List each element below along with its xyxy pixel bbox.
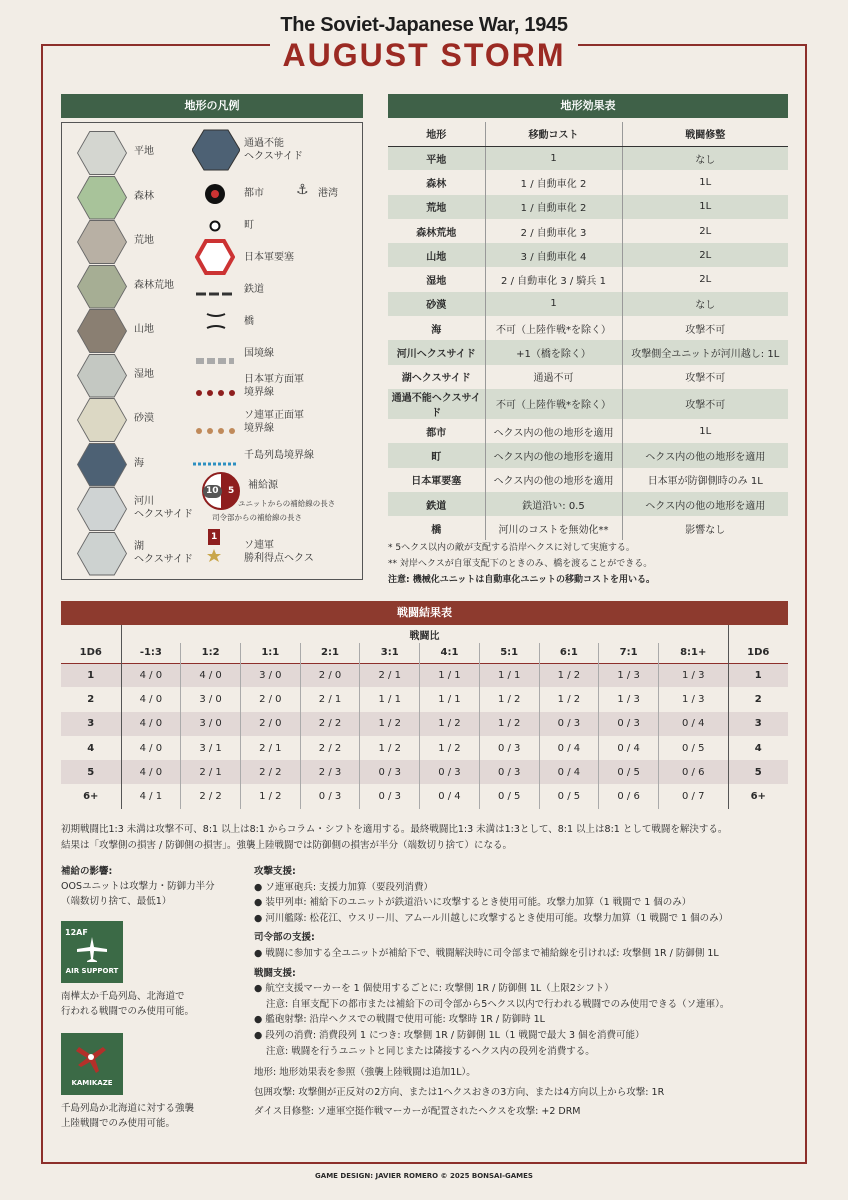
die-roll: 5 <box>61 760 121 784</box>
kuril-border-icon <box>193 452 237 471</box>
crt-cell: 3 / 0 <box>181 687 241 711</box>
tec-note: * 5ヘクス以内の敵が支配する沿岸ヘクスに対して実施する。 <box>388 543 635 553</box>
crt-col-header: 2:1 <box>300 643 360 663</box>
terrain-hex-fill <box>78 221 126 263</box>
crt-cell: 4 / 0 <box>181 663 241 687</box>
tec-cell: 通過不能ヘクスサイド <box>388 389 485 419</box>
tec-cell: 攻撃不可 <box>622 389 788 419</box>
hq-support-item: ● 戦闘に参加する全ユニットが補給下で、戦闘解決時に司令部まで補給線を引ければ: 攻撃側 1R / 防御側 1L <box>254 947 719 959</box>
tec-notes <box>388 540 798 588</box>
crt-cell: 1 / 2 <box>240 784 300 808</box>
terrain-hex-icon <box>77 532 127 576</box>
crt-cell: 1 / 1 <box>420 663 480 687</box>
crt-row <box>61 760 788 784</box>
terrain-hex-fill <box>78 132 126 174</box>
border-icon <box>196 350 234 369</box>
tec-row <box>388 389 788 419</box>
terrain-label: 海 <box>134 457 144 469</box>
crt-cell: 2 / 1 <box>300 687 360 711</box>
tec-cell: 鉄道沿い: 0.5 <box>485 492 622 516</box>
tec-cell: 橋 <box>431 524 442 536</box>
crt-cell: 0 / 3 <box>360 784 420 808</box>
attack-support-item: ● 装甲列車: 補給下のユニットが鉄道沿いに攻撃するとき使用可能。攻撃力加算（1 戦闘で 1 個のみ） <box>254 897 692 909</box>
tec-cell: 山地 <box>388 243 485 267</box>
crt-cell: 2 / 2 <box>240 760 300 784</box>
crt-cell: 0 / 3 <box>599 712 659 736</box>
crt-cell: 4 / 0 <box>121 736 181 760</box>
crt-cell: 0 / 4 <box>420 784 480 808</box>
crt-cell: 0 / 4 <box>539 736 599 760</box>
kamikaze-plane-icon <box>73 1041 111 1075</box>
crt-col-header: 7:1 <box>599 643 659 663</box>
tec-cell: 2 / 自動車化 3 <box>485 219 622 243</box>
combat-support-note: 注意: 自軍支配下の都市または補給下の司令部から5ヘクス以内で行われる戦闘でのみ使用できる（ソ連軍）。 <box>266 998 730 1010</box>
supply-effects <box>61 864 246 1131</box>
tec-row <box>388 443 788 467</box>
crt-row <box>61 784 788 808</box>
crt-note: 初期戦闘比1:3 未満は攻撃不可、8:1 以上は8:1 からコラム・シフトを適用する。最終戦闘比1:3 未満は1:3として、8:1 以上は8:1 として戦闘を解決する。 <box>61 824 728 835</box>
fortress-label: 日本軍要塞 <box>244 252 294 263</box>
tec-cell: 1L <box>622 419 788 443</box>
bridge-icon <box>205 312 227 334</box>
encircle-line: 包囲攻撃: 攻撃側が正反対の2方向、または1ヘクスおきの3方向、または4方向以上から攻撃: 1R <box>254 1086 665 1098</box>
terrain-hex-fill <box>78 355 126 397</box>
tec-cell: 森林荒地 <box>416 227 457 239</box>
kamikaze-counter <box>61 1033 123 1095</box>
tec-cell: 1L <box>622 170 788 194</box>
combat-results-table <box>61 625 788 809</box>
tec-cell: ヘクス内の他の地形を適用 <box>485 419 622 443</box>
tec-row <box>388 340 788 364</box>
tec-cell: 鉄道 <box>388 492 485 516</box>
sov-front-label: ソ連軍正面軍 境界線 <box>244 410 304 434</box>
crt-cell: 1 / 2 <box>479 712 539 736</box>
tec-cell: 影響なし <box>622 516 788 540</box>
crt-cell: 3 / 0 <box>181 712 241 736</box>
combat-support-note: 注意: 戦闘を行うユニットと同じまたは隣接するヘクス内の段列を消費する。 <box>266 1045 595 1057</box>
tec-cell: 2 / 自動車化 3 / 騎兵 1 <box>485 267 622 291</box>
die-roll: 4 <box>754 742 762 754</box>
d6-header: 1D6 <box>747 647 770 659</box>
impassable-label: 通過不能 ヘクスサイド <box>244 138 303 162</box>
terrain-hex-fill <box>78 444 126 486</box>
crt-cell: 0 / 6 <box>599 784 659 808</box>
terrain-label: 荒地 <box>134 235 154 246</box>
terrain-hex-icon <box>77 220 127 264</box>
tec-cell: 河川のコストを無効化** <box>485 516 622 540</box>
tec-row <box>388 219 788 243</box>
tec-cell: 攻撃不可 <box>622 316 788 340</box>
jp-front-icon <box>195 382 237 401</box>
d6-header: 1D6 <box>79 647 102 659</box>
air-badge: 12AF <box>65 928 88 937</box>
terrain-hex-fill <box>78 177 126 219</box>
tec-cell: なし <box>622 146 788 170</box>
bridge-label: 橋 <box>244 316 254 327</box>
crt-header: 戦闘結果表 <box>61 601 788 625</box>
railroad-label: 鉄道 <box>244 284 264 295</box>
tec-cell: 町 <box>388 443 485 467</box>
crt-col-header: 4:1 <box>420 643 480 663</box>
crt-cell: 0 / 6 <box>658 760 728 784</box>
die-roll: 2 <box>87 693 95 705</box>
tec-note: ** 対岸ヘクスが自軍支配下のときのみ、橋を渡ることができる。 <box>388 559 653 569</box>
supply-source-label: 補給源 <box>248 480 278 491</box>
crt-cell: 1 / 3 <box>658 687 728 711</box>
kamikaze-label: KAMIKAZE <box>71 1079 113 1087</box>
combat-support-title: 戦闘支援: <box>254 967 296 979</box>
tec-cell: ヘクス内の他の地形を適用 <box>622 492 788 516</box>
crt-cell: 0 / 5 <box>539 784 599 808</box>
crt-cell: 4 / 0 <box>121 687 181 711</box>
supply-text: （端数切り捨て、最低1） <box>61 896 172 907</box>
tec-cell: 通過不可 <box>485 365 622 389</box>
port-label: 港湾 <box>318 188 338 199</box>
attack-support-title: 攻撃支援: <box>254 866 296 877</box>
tec-cell: 1 <box>485 146 622 170</box>
tec-col-header: 地形 <box>388 122 485 146</box>
terrain-hex-fill <box>78 310 126 352</box>
kamikaze-text: 千島列島か北海道に対する強襲 <box>61 1103 195 1114</box>
crt-cell: 2 / 1 <box>181 760 241 784</box>
tec-cell: 日本軍要塞 <box>411 476 462 488</box>
air-support-counter <box>61 921 123 983</box>
terrain-hex-icon <box>77 398 127 442</box>
combat-support-item: ● 航空支援マーカーを 1 個使用するごとに: 攻撃側 1R / 防御側 1L（上限2シフト） <box>254 983 614 995</box>
jp-front-label: 日本軍方面軍 境界線 <box>244 374 304 398</box>
crt-cell: 4 / 0 <box>121 760 181 784</box>
terrain-label: 森林荒地 <box>134 279 174 291</box>
tec-row <box>388 365 788 389</box>
terrain-hex-icon <box>77 354 127 398</box>
attack-support-item: ● ソ連軍砲兵: 支援力加算（要段列消費） <box>254 881 434 893</box>
title-block <box>270 14 578 80</box>
tec-cell: 平地 <box>388 146 485 170</box>
terrain-label: 山地 <box>134 324 154 335</box>
tec-col-header: 戦闘修整 <box>622 122 788 146</box>
crt-cell: 1 / 3 <box>658 663 728 687</box>
crt-cell: 0 / 4 <box>658 712 728 736</box>
air-text: 行われる戦闘でのみ使用可能。 <box>61 1006 195 1017</box>
crt-row <box>61 736 788 760</box>
crt-cell: 0 / 3 <box>479 736 539 760</box>
supply-hq-label: 司令部からの補給線の長さ <box>212 513 302 522</box>
crt-cell: 0 / 5 <box>599 760 659 784</box>
tec-cell: 2L <box>622 243 788 267</box>
border-label: 国境線 <box>244 348 274 359</box>
tec-cell: 荒地 <box>388 195 485 219</box>
fortress-icon <box>195 239 235 279</box>
crt-cell: 1 / 1 <box>479 663 539 687</box>
crt-cell: 2 / 2 <box>181 784 241 808</box>
city-label: 都市 <box>244 188 264 199</box>
crt-cell: 2 / 1 <box>360 663 420 687</box>
die-roll: 4 <box>87 742 95 754</box>
die-roll: 2 <box>754 693 762 705</box>
supply-5-value: 5 <box>228 486 235 496</box>
die-roll: 1 <box>61 663 121 687</box>
crt-cell: 0 / 4 <box>539 760 599 784</box>
tec-row <box>388 195 788 219</box>
tec-cell: 砂漠 <box>388 292 485 316</box>
vp-label: ソ連軍 勝利得点ヘクス <box>244 540 314 564</box>
terrain-hex-icon <box>77 131 127 175</box>
terrain-label: 森林 <box>134 190 154 202</box>
combat-support-item: ● 段列の消費: 消費段列 1 につき: 攻撃側 1R / 防御側 1L（1 戦闘で最大 3 個を消費可能） <box>254 1029 645 1041</box>
terrain-label: 湿地 <box>134 368 154 380</box>
crt-cell: 0 / 3 <box>300 784 360 808</box>
hq-support-title: 司令部の支援: <box>254 932 315 944</box>
air-text: 南樺太か千島列島、北海道で <box>61 991 185 1002</box>
tec-cell: 河川ヘクスサイド <box>388 340 485 364</box>
tec-row <box>388 170 788 194</box>
crt-cell: 1 / 2 <box>420 712 480 736</box>
crt-cell: 0 / 4 <box>599 736 659 760</box>
crt-cell: 1 / 2 <box>539 663 599 687</box>
tec-cell: 都市 <box>426 427 447 439</box>
crt-cell: 0 / 3 <box>420 760 480 784</box>
ratio-label: 戦闘比 <box>121 625 728 643</box>
crt-cell: 1 / 1 <box>360 687 420 711</box>
crt-cell: 0 / 5 <box>658 736 728 760</box>
attack-support-item: ● 河川艦隊: 松花江、ウスリー川、アムール川越しに攻撃するとき使用可能。攻撃力加算（1 戦闘で 1 個のみ） <box>254 912 729 924</box>
sov-front-icon <box>195 420 237 439</box>
die-roll: 6+ <box>750 791 766 803</box>
tec-cell: 日本軍が防御側時のみ 1L <box>622 468 788 492</box>
supply-unit-label: ユニットからの補給線の長さ <box>238 499 336 508</box>
terrain-effects-table <box>388 122 788 540</box>
terrain-hex-fill <box>78 488 126 530</box>
crt-cell: 4 / 0 <box>121 712 181 736</box>
crt-row <box>61 712 788 736</box>
city-icon <box>204 183 226 209</box>
crt-cell: 2 / 0 <box>240 712 300 736</box>
tec-row <box>388 468 788 492</box>
tec-row <box>388 316 788 340</box>
railroad-icon <box>196 284 234 303</box>
tec-cell: 1 / 自動車化 2 <box>485 170 622 194</box>
crt-cell: 1 / 2 <box>479 687 539 711</box>
tec-cell: 不可（上陸作戦*を除く） <box>485 316 622 340</box>
crt-cell: 2 / 1 <box>240 736 300 760</box>
legend-header: 地形の凡例 <box>61 94 363 118</box>
tec-row <box>388 492 788 516</box>
terrain-hex-icon <box>77 309 127 353</box>
terrain-hex-icon <box>77 487 127 531</box>
crt-col-header: 6:1 <box>539 643 599 663</box>
die-roll: 6+ <box>83 791 99 803</box>
tec-cell: +1（橋を除く） <box>485 340 622 364</box>
tec-cell: 1 <box>485 292 622 316</box>
tec-cell: 攻撃側全ユニットが河川越し: 1L <box>622 340 788 364</box>
town-icon <box>208 218 222 237</box>
supply-10-value: 10 <box>203 485 222 498</box>
die-roll: 3 <box>728 712 788 736</box>
crt-col-header: 5:1 <box>479 643 539 663</box>
die-roll: 1 <box>728 663 788 687</box>
kuril-label: 千島列島境界線 <box>244 450 314 461</box>
crt-cell: 2 / 0 <box>300 663 360 687</box>
tec-note: 注意: 機械化ユニットは自動車化ユニットの移動コストを用いる。 <box>388 575 656 585</box>
tec-row <box>388 292 788 316</box>
terrain-label: 砂漠 <box>134 413 154 424</box>
tec-cell: ヘクス内の他の地形を適用 <box>485 468 622 492</box>
tec-cell: 3 / 自動車化 4 <box>485 243 622 267</box>
tec-col-header: 移動コスト <box>485 122 622 146</box>
crt-col-header: 8:1+ <box>658 643 728 663</box>
tec-cell: 2L <box>622 267 788 291</box>
tec-row <box>388 243 788 267</box>
tec-row <box>388 267 788 291</box>
tec-cell: 海 <box>431 324 442 336</box>
footer-credit: GAME DESIGN: JAVIER ROMERO © 2025 BONSAI-GAMES <box>315 1172 533 1180</box>
impassable-hexside-icon <box>192 129 240 175</box>
kamikaze-text: 上陸戦闘でのみ使用可能。 <box>61 1118 176 1129</box>
tec-cell: 2L <box>622 219 788 243</box>
terrain-hex-fill <box>78 266 126 308</box>
supply-title: 補給の影響: <box>61 866 113 877</box>
vp-value: 1 <box>211 532 218 542</box>
game-title: AUGUST STORM <box>282 37 566 73</box>
dive-line: ダイス目修整: ソ連軍空挺作戦マーカーが配置されたヘクスを攻撃: +2 DRM <box>254 1106 581 1118</box>
tec-row <box>388 146 788 170</box>
crt-cell: 3 / 0 <box>240 663 300 687</box>
crt-col-header: 1:1 <box>240 643 300 663</box>
crt-col-header: -1:3 <box>121 643 181 663</box>
terrain-label: 湖 ヘクスサイド <box>134 540 193 565</box>
svg-text:⚓: ⚓ <box>296 182 309 198</box>
terrain-label: 平地 <box>134 146 154 157</box>
tec-row <box>388 516 788 540</box>
crt-cell: 1 / 1 <box>420 687 480 711</box>
crt-cell: 0 / 7 <box>658 784 728 808</box>
crt-cell: 2 / 2 <box>300 712 360 736</box>
terrain-label: 河川 ヘクスサイド <box>134 496 193 520</box>
crt-cell: 1 / 2 <box>360 712 420 736</box>
crt-cell: 0 / 3 <box>360 760 420 784</box>
tec-cell: ヘクス内の他の地形を適用 <box>622 443 788 467</box>
terrain-hex-fill <box>78 533 126 575</box>
crt-cell: 1 / 2 <box>539 687 599 711</box>
tec-header: 地形効果表 <box>388 94 788 118</box>
terrain-hex-icon <box>77 265 127 309</box>
tec-cell: 湿地 <box>426 276 447 288</box>
crt-cell: 3 / 1 <box>181 736 241 760</box>
air-label: AIR SUPPORT <box>65 967 119 975</box>
crt-cell: 2 / 2 <box>300 736 360 760</box>
port-icon <box>294 181 312 203</box>
crt-note: 結果は「攻撃側の損害 / 防御側の損害」。強襲上陸戦闘では防御側の損害が半分（端数切り捨て）になる。 <box>61 840 512 851</box>
terrain-line: 地形: 地形効果表を参照（強襲上陸戦闘は追加1L）。 <box>254 1067 476 1079</box>
crt-cell: 0 / 3 <box>539 712 599 736</box>
tec-cell: ヘクス内の他の地形を適用 <box>485 443 622 467</box>
crt-col-header: 1:2 <box>181 643 241 663</box>
terrain-hex-fill <box>78 399 126 441</box>
tec-cell: 1L <box>622 195 788 219</box>
die-roll: 3 <box>61 712 121 736</box>
crt-col-header: 3:1 <box>360 643 420 663</box>
crt-cell: 4 / 1 <box>121 784 181 808</box>
tec-cell: 不可（上陸作戦*を除く） <box>485 389 622 419</box>
combat-support-item: ● 艦砲射撃: 沿岸ヘクスでの戦闘で使用可能: 攻撃時 1R / 防御時 1L <box>254 1014 545 1026</box>
crt-cell: 0 / 3 <box>479 760 539 784</box>
supply-text: OOSユニットは攻撃力・防御力半分 <box>61 881 215 892</box>
die-roll: 5 <box>728 760 788 784</box>
terrain-hex-icon <box>77 176 127 220</box>
crt-cell: 1 / 3 <box>599 687 659 711</box>
crt-cell: 2 / 3 <box>300 760 360 784</box>
tec-cell: 湖ヘクスサイド <box>401 373 471 385</box>
crt-cell: 1 / 2 <box>420 736 480 760</box>
plane-icon <box>75 935 109 963</box>
terrain-legend <box>61 122 363 580</box>
tec-row <box>388 419 788 443</box>
tec-cell: なし <box>622 292 788 316</box>
subtitle: The Soviet-Japanese War, 1945 <box>280 14 568 36</box>
town-label: 町 <box>244 220 254 231</box>
terrain-hex-icon <box>77 443 127 487</box>
crt-notes <box>61 822 801 854</box>
crt-cell: 1 / 2 <box>360 736 420 760</box>
tec-cell: 1 / 自動車化 2 <box>485 195 622 219</box>
crt-cell: 4 / 0 <box>121 663 181 687</box>
crt-cell: 1 / 3 <box>599 663 659 687</box>
crt-row <box>61 663 788 687</box>
crt-cell: 2 / 0 <box>240 687 300 711</box>
combat-support <box>254 864 794 1120</box>
tec-cell: 攻撃不可 <box>622 365 788 389</box>
crt-cell: 0 / 5 <box>479 784 539 808</box>
crt-row <box>61 687 788 711</box>
tec-cell: 森林 <box>426 178 447 190</box>
